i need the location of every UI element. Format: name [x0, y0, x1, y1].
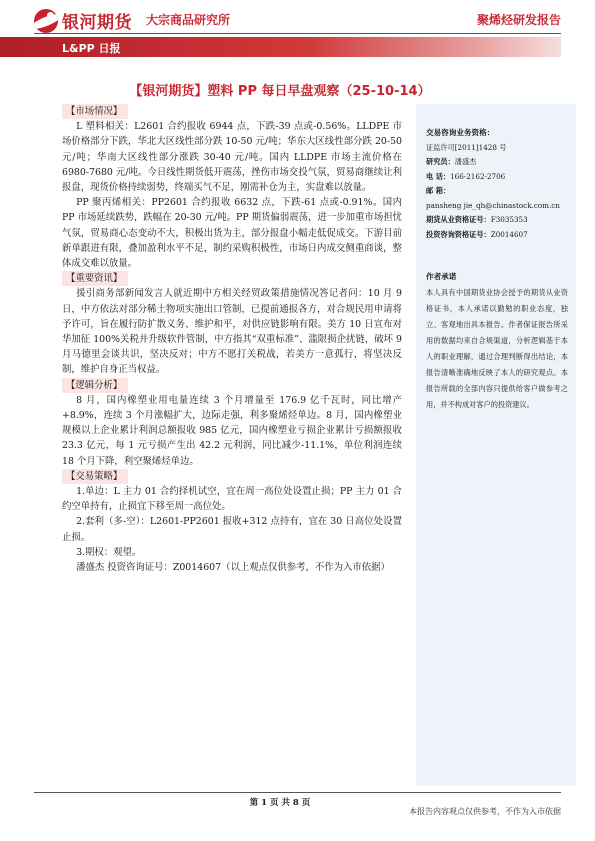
- footer-divider: [34, 792, 561, 793]
- practice-number: F3035353: [490, 215, 528, 224]
- phone-number: 166-2162-2706: [450, 171, 506, 181]
- header-divider: [34, 33, 561, 34]
- institute-name: 大宗商品研究所: [146, 13, 231, 27]
- news-paragraph: 援引商务部新闻发言人就近期中方相关经贸政策措施情况答记者问：10 月 9 日，中方依法对部分稀土物项实施出口管制，已提前通报各方，对合规民用申请将予许可，旨在履行防扩散义务、维护和平，对供应链影响有限。美方 10 日宣布对华加征 100%关税并升级软件管制，中方指其“双重标准”、滥限损企扰链，破坏 9 月马德里会谈共识，坚决反对；中方不愿打关税战，若美方一意孤行，将坚决反制，维护自身正当权益。: [62, 288, 402, 376]
- author-statement-heading: 作者承诺: [426, 272, 457, 281]
- analyst-signature: 潘盛杰 投资咨询证号：Z0014607（以上观点仅供参考，不作为入市依据）: [76, 562, 390, 574]
- email-label: 邮 箱：: [426, 186, 451, 195]
- license-heading: 交易咨询业务资格：: [426, 128, 495, 137]
- strategy-item-options: 3.期权：观望。: [76, 546, 142, 558]
- document-title: 【银河期货】塑料 PP 每日早盘观察（25-10-14）: [129, 84, 431, 99]
- banner-label: L&PP 日报: [62, 42, 121, 55]
- section-heading-news: 【重要资讯】: [62, 271, 128, 286]
- market-paragraph-pp: PP 聚丙烯相关：PP2601 合约报收 6632 点，下跌-61 点或-0.91%。国内 PP 市场延续跌势，跌幅在 20-30 元/吨。PP 期货偏弱震荡，进一步加重市场担忧气氛，贸易商心态变动不大，积极出货为主，部分报盘小幅走低促成交。下游目前新单跟进有限，叠加盈利水平不足，制约采购积极性，市场日内成交侧重商谈，整体成交难以放量。: [62, 197, 402, 270]
- page-number: 第 1 页 共 8 页: [249, 798, 311, 808]
- footer-disclaimer: 本报告内容观点仅供参考，不作为入市依据: [409, 807, 561, 816]
- phone-label: 电 话：: [426, 171, 451, 181]
- company-logo-icon: [34, 9, 58, 33]
- report-banner: [0, 37, 561, 57]
- author-statement: 本人具有中国期货业协会授予的期货从业资格证书，本人承诺以勤勉的职业态度，独立、客观地出具本报告。作者保证报告所采用的数据均来自合规渠道，分析逻辑基于本人的职业理解，通过合理判断得出结论，本报告清晰准确地反映了本人的研究观点。本报告所载的全部内容只提供给客户做参考之用，并不构成对客户的投资建议。: [426, 287, 568, 409]
- consult-label: 投资咨询资格证号：: [426, 229, 491, 239]
- researcher-name: 潘盛杰: [454, 157, 477, 166]
- practice-label: 期货从业资格证号：: [426, 215, 491, 224]
- consult-number: Z0014607: [490, 229, 528, 239]
- market-paragraph-pe: L 塑料相关：L2601 合约报收 6944 点，下跌-39 点或-0.56%。LLDPE 市场价格部分下跌，华北大区线性部分跌 10-50 元/吨；华东大区线性部分跌 20-50 元/吨；华南大区线性部分涨跌 30-40 元/吨。国内 LLDPE 市场主流价格在 6980-7680 元/吨。今日线性期货低开震荡，挫伤市场交投气氛，贸易商继续让利报盘，现货价格持续弱势，终端买气不足，刚需补仓为主，实盘难以放量。: [62, 121, 402, 194]
- logic-paragraph: 8 月，国内橡塑业用电量连续 3 个月增量至 176.9 亿千瓦时，同比增产+8.9%，连续 3 个月涨幅扩大，边际走强，利多聚烯烃单边。8 月，国内橡塑业规模以上企业累计利润总额报收 985 亿元，国内橡塑业亏损企业累计亏损额报收 23.3 亿元，每 1 元亏损产生出 42.2 元利润，同比减少-11.1%，单位利润连续 18 个月下降，利空聚烯烃单边。: [62, 394, 402, 467]
- strategy-item-arbitrage: 2.套利（多-空）：L2601-PP2601 报收+312 点持有，宜在 30 日高位处设置止损。: [62, 516, 402, 543]
- company-logo-text: 银河期货: [62, 13, 132, 33]
- researcher-label: 研究员：: [426, 157, 455, 166]
- report-type: 聚烯烃研发报告: [476, 13, 561, 27]
- strategy-item-single: 1.单边：L 主力 01 合约择机试空，宜在周一高位处设置止损；PP 主力 01 合约空单持有，止损宜下移至周一高位处。: [62, 486, 402, 513]
- sidebar: [416, 104, 576, 786]
- section-heading-strategy: 【交易策略】: [62, 469, 128, 484]
- license-number: 证监许可[2011]1428 号: [426, 142, 507, 152]
- email-address[interactable]: pansheng jie_qh@chinastock.com.cn: [426, 200, 560, 210]
- section-heading-logic: 【逻辑分析】: [62, 378, 128, 393]
- main-content: [62, 104, 402, 575]
- section-heading-market: 【市场情况】: [62, 104, 128, 119]
